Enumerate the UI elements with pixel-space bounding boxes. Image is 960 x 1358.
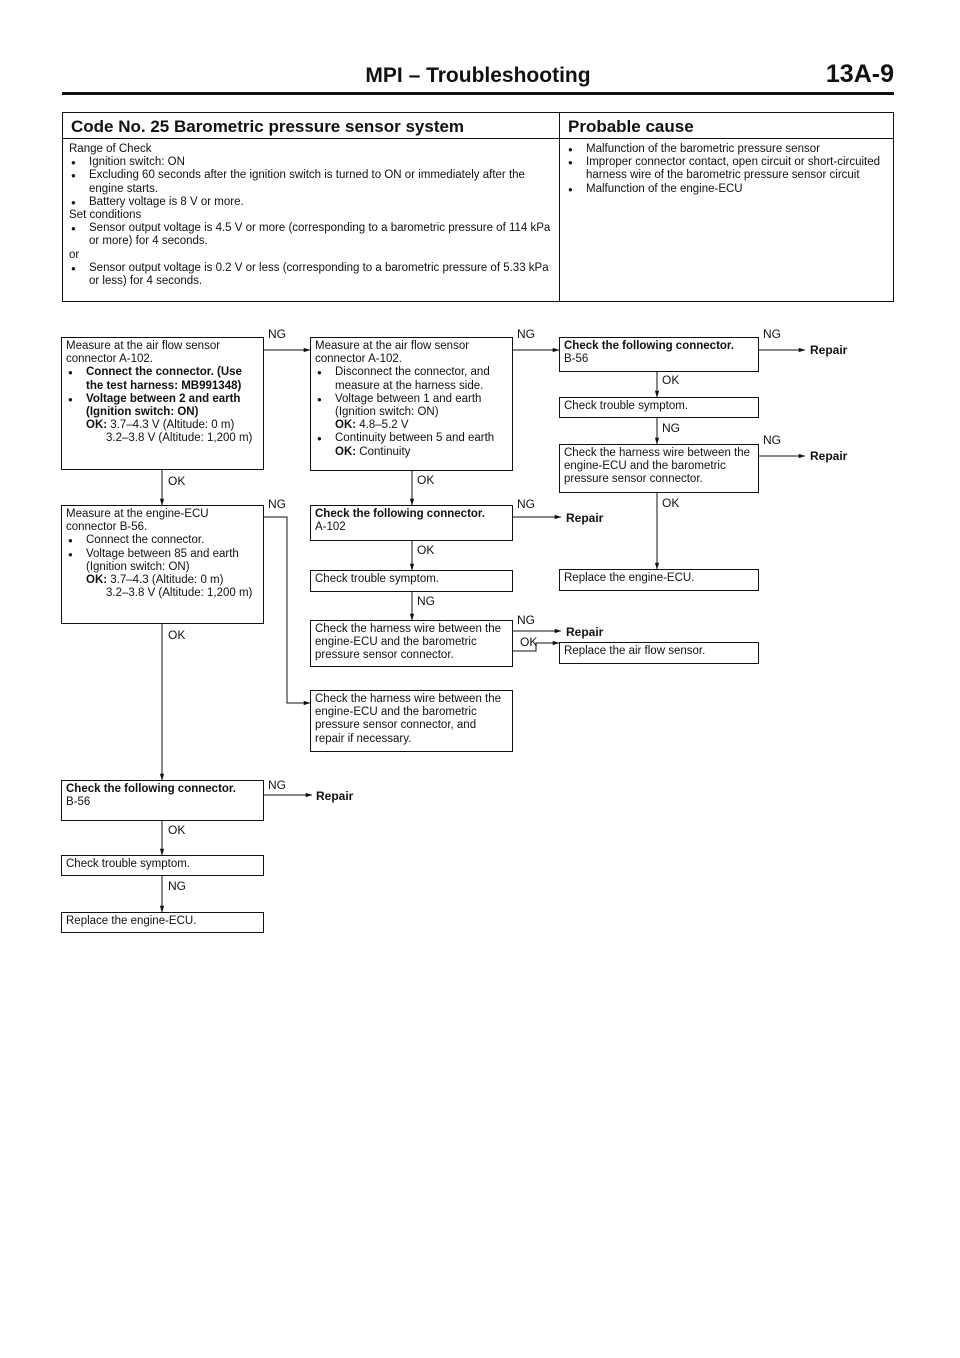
flow-step-check-symptom	[559, 397, 759, 418]
ok-label: OK	[168, 628, 186, 642]
repair-label: Repair	[810, 343, 848, 357]
ng-label: NG	[662, 421, 680, 435]
cause-item: ● Malfunction of the barometric pressure sensor	[566, 143, 885, 156]
step-title: Check the following connector.	[66, 783, 236, 795]
set-item: ● Sensor output voltage is 4.5 V or more (corresponding to a barometric pressure of 114 kPa or more) for 4 seconds.	[69, 222, 551, 248]
ng-label: NG	[168, 879, 186, 893]
ok-criteria-value: 3.2–3.8 V (Altitude: 1,200 m)	[106, 587, 253, 600]
step-text: Check the harness wire between the engine-ECU and the barometric pressure sensor connector.	[564, 447, 751, 486]
repair-label: Repair	[566, 511, 604, 525]
ng-label: NG	[517, 327, 535, 341]
page-title: MPI – Troubleshooting	[365, 64, 591, 87]
connector-id: B-56	[564, 353, 589, 366]
ok-criteria-label: OK:	[86, 574, 108, 587]
flow-step-replace-ecu	[61, 912, 264, 933]
step-item: ● Disconnect the connector, and measure at the harness side.	[315, 366, 508, 392]
repair-label: Repair	[566, 625, 604, 639]
step-item: ● Voltage between 1 and earth (Ignition switch: ON)	[315, 393, 508, 419]
ng-label: NG	[517, 497, 535, 511]
flow-step-check-harness	[559, 444, 759, 493]
cause-item: ● Improper connector contact, open circuit or short-circuited harness wire of the barometric pressure sensor circuit	[566, 156, 885, 182]
step-item: ● Continuity between 5 and earth	[315, 432, 508, 445]
step-item: ● Voltage between 85 and earth (Ignition switch: ON)	[66, 548, 259, 574]
ok-label: OK	[168, 474, 186, 488]
step-item: ● Connect the connector. (Use the test harness: MB991348)	[66, 366, 259, 392]
flow-step-check-connector-a102	[310, 505, 513, 541]
repair-label: Repair	[316, 789, 354, 803]
flow-step-check-symptom	[61, 855, 264, 876]
page-number: 13A-9	[825, 60, 894, 88]
step-title: Check the following connector.	[564, 340, 734, 352]
code-title: Code No. 25 Barometric pressure sensor system	[63, 113, 559, 139]
ok-label: OK	[662, 373, 680, 387]
flow-step-measure-ecu	[61, 505, 264, 624]
flow-step-replace-afs	[559, 642, 759, 664]
step-text: Replace the engine-ECU.	[66, 915, 197, 927]
flow-step-measure-afs-harness	[310, 337, 513, 471]
step-title: Measure at the air flow sensor connector A-102.	[315, 340, 470, 366]
step-text: Check trouble symptom.	[66, 858, 190, 870]
step-title: Measure at the engine-ECU connector B-56.	[66, 508, 209, 534]
flow-step-check-harness-repair	[310, 690, 513, 752]
step-title: Check the following connector.	[315, 508, 485, 520]
range-heading: Range of Check	[69, 143, 152, 155]
range-item: ● Excluding 60 seconds after the ignition switch is turned to ON or immediately after the engine starts.	[69, 169, 551, 195]
step-text: Replace the air flow sensor.	[564, 645, 706, 657]
ng-label: NG	[763, 433, 781, 447]
flow-step-check-connector-b56	[559, 337, 759, 372]
ok-label: OK	[662, 496, 680, 510]
step-text: Check trouble symptom.	[564, 400, 688, 412]
flow-step-measure-afs	[61, 337, 264, 470]
ng-label: NG	[763, 327, 781, 341]
flow-step-replace-ecu	[559, 569, 759, 591]
step-title: Measure at the air flow sensor connector A-102.	[66, 340, 221, 366]
flow-step-check-harness	[310, 620, 513, 667]
step-item: ● Connect the connector.	[66, 534, 259, 547]
ok-criteria-label: OK:	[335, 445, 357, 458]
set-item: ● Sensor output voltage is 0.2 V or less (corresponding to a barometric pressure of 5.33 kPa or less) for 4 seconds.	[69, 262, 551, 288]
ok-criteria-value: 3.7–4.3 (Altitude: 0 m)	[110, 574, 224, 587]
repair-label: Repair	[810, 449, 848, 463]
ok-label: OK	[417, 543, 435, 557]
or-label: or	[69, 248, 80, 261]
range-item: ● Battery voltage is 8 V or more.	[69, 196, 551, 209]
step-text: Check the harness wire between the engine-ECU and the barometric pressure sensor connector.	[315, 623, 502, 662]
range-item: ● Ignition switch: ON	[69, 156, 551, 169]
step-text: Check the harness wire between the engine-ECU and the barometric pressure sensor connector, and repair if necessary.	[315, 693, 502, 745]
step-text: Replace the engine-ECU.	[564, 572, 695, 584]
cause-item: ● Malfunction of the engine-ECU	[566, 183, 885, 196]
flow-step-check-connector-b56	[61, 780, 264, 821]
flow-step-check-symptom	[310, 570, 513, 592]
arrow-b2-c5	[264, 517, 310, 703]
connector-id: B-56	[66, 796, 91, 809]
ok-criteria-value: 3.2–3.8 V (Altitude: 1,200 m)	[106, 432, 253, 445]
step-item: ● Voltage between 2 and earth (Ignition switch: ON)	[66, 393, 259, 419]
connector-id: A-102	[315, 521, 346, 534]
step-text: Check trouble symptom.	[315, 573, 439, 585]
ok-criteria-value: 3.7–4.3 V (Altitude: 0 m)	[110, 419, 235, 432]
ok-criteria-label: OK:	[335, 419, 357, 432]
ng-label: NG	[268, 497, 286, 511]
ok-criteria-value: Continuity	[359, 445, 411, 458]
ok-label: OK	[520, 635, 538, 649]
ng-label: NG	[268, 327, 286, 341]
set-heading: Set conditions	[69, 209, 142, 222]
probable-cause-title: Probable cause	[560, 113, 893, 139]
ok-criteria-label: OK:	[86, 419, 108, 432]
ng-label: NG	[268, 778, 286, 792]
ng-label: NG	[517, 613, 535, 627]
ok-criteria-value: 4.8–5.2 V	[359, 419, 409, 432]
ok-label: OK	[168, 823, 186, 837]
ok-label: OK	[417, 473, 435, 487]
ng-label: NG	[417, 594, 435, 608]
